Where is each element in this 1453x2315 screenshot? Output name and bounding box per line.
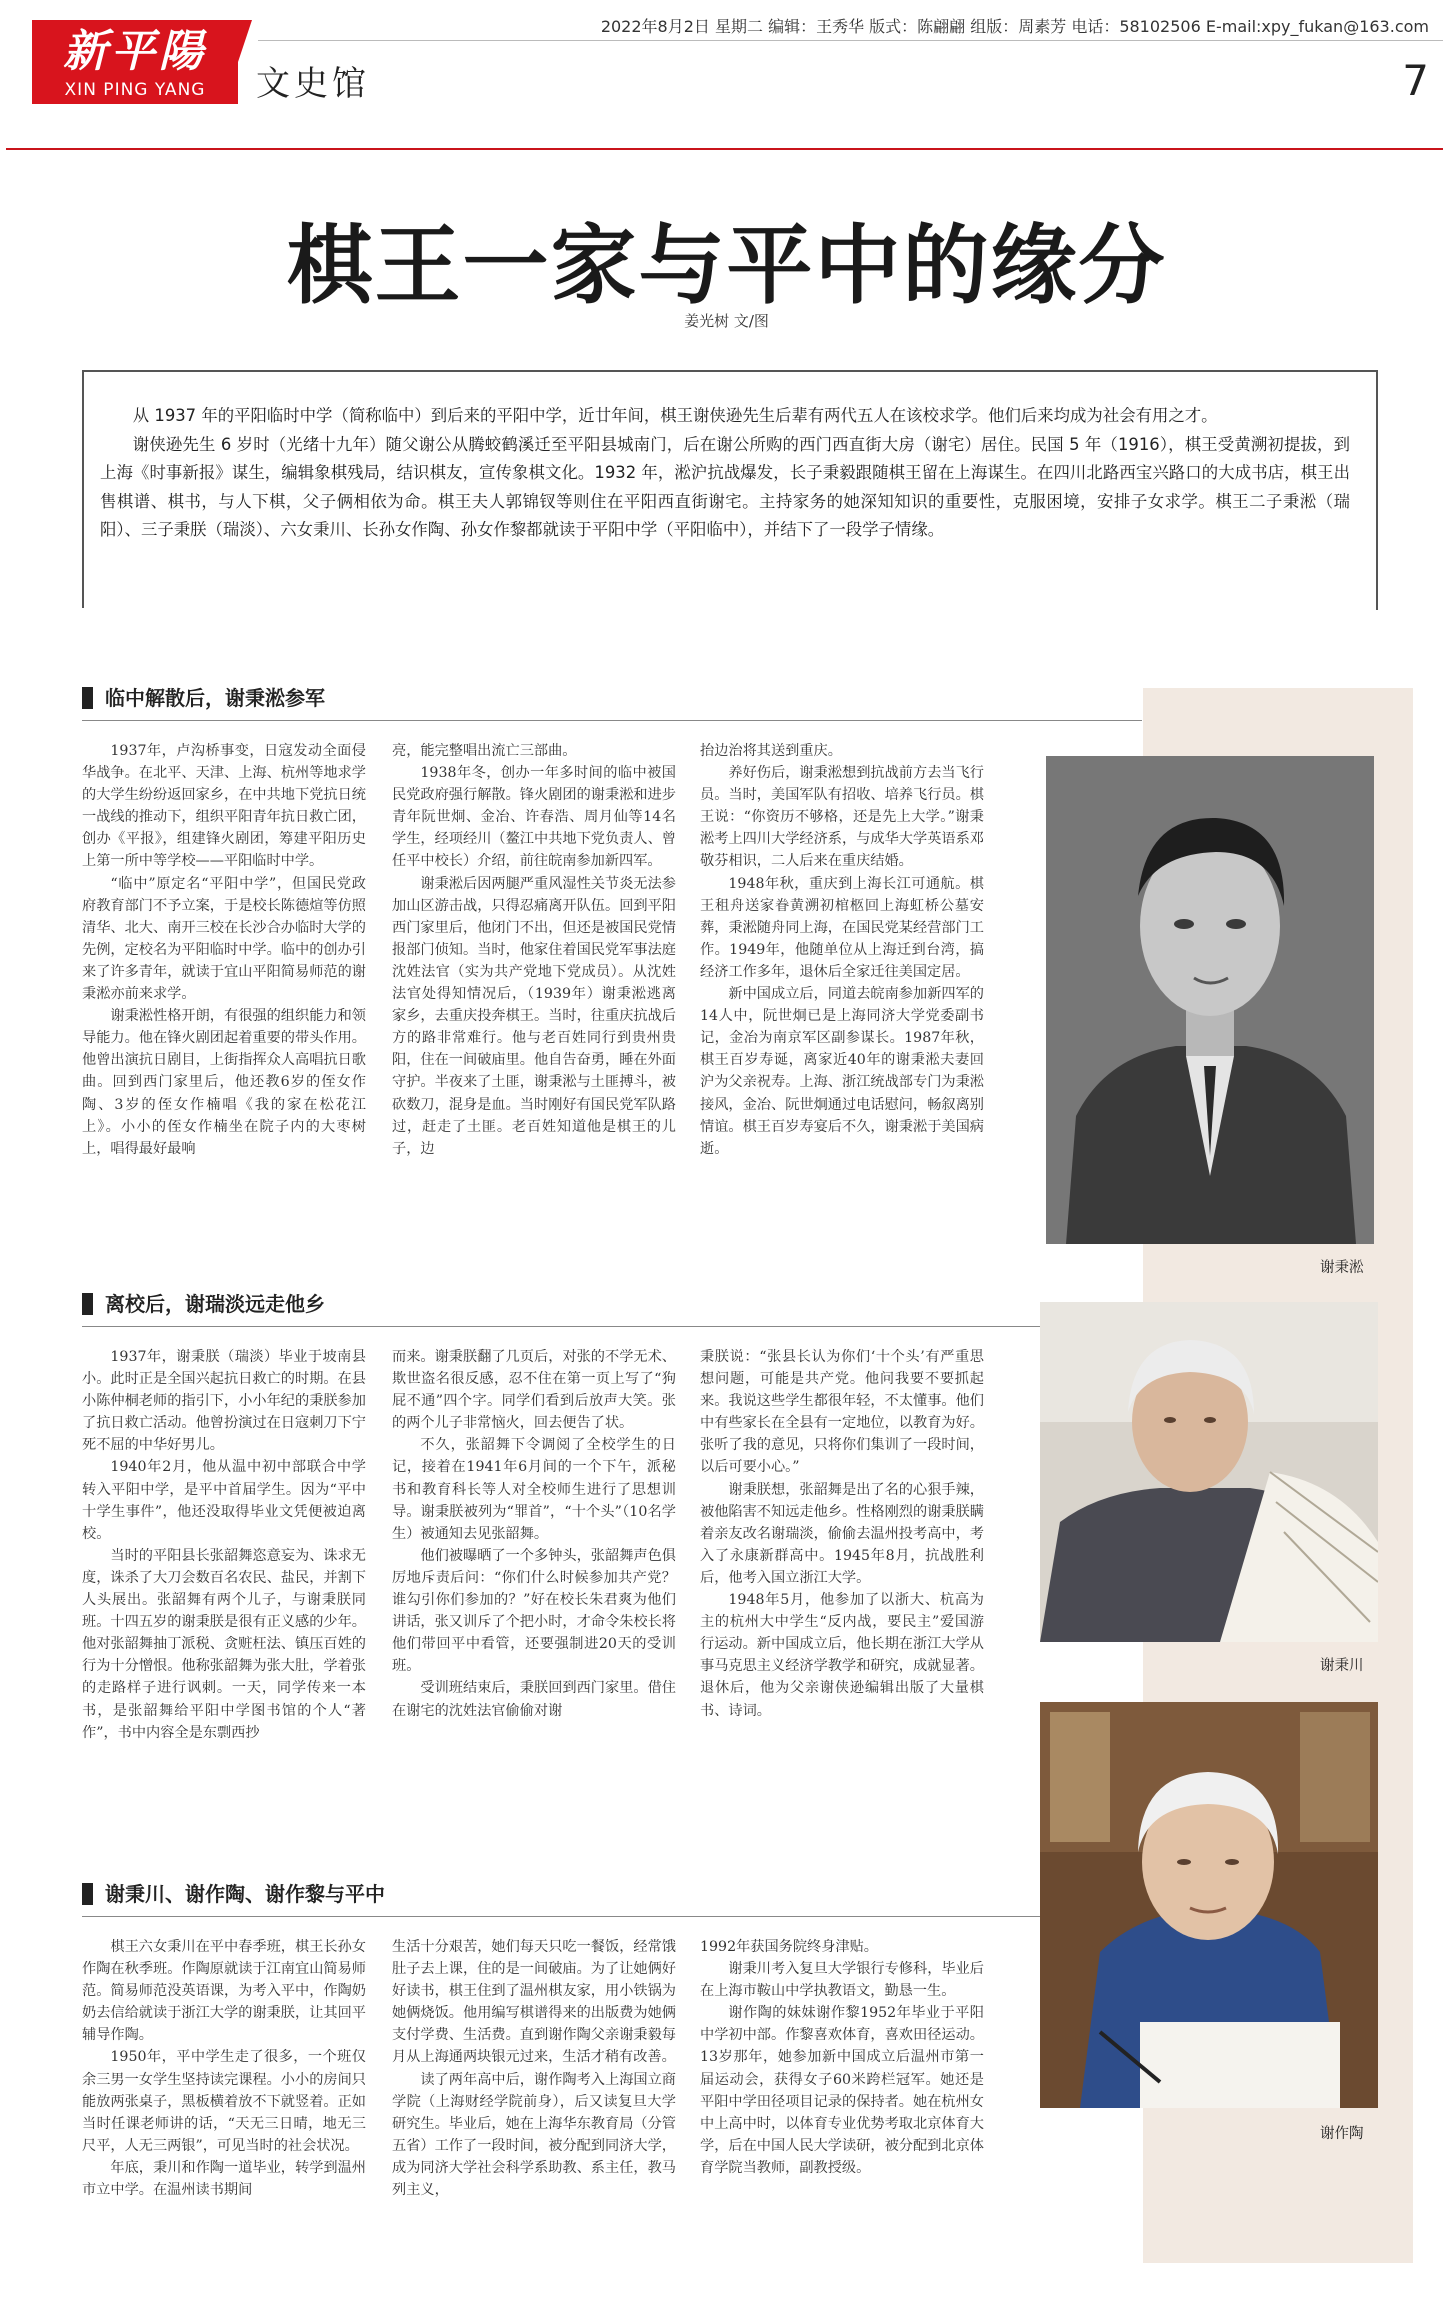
portrait-photo-xie-bingchuan (1040, 1302, 1378, 1642)
paragraph: 1937年，卢沟桥事变，日寇发动全面侵华战争。在北平、天津、上海、杭州等地求学的大学生纷纷返回家乡，在中共地下党抗日统一战线的推动下，组织平阳青年抗日救亡团，创办《平报》，组建锋火剧团，筹建平阳历史上第一所中等学校——平阳临时中学。 (82, 743, 366, 870)
portrait-photo-xie-bingsong (1046, 756, 1374, 1244)
section-heading (82, 1292, 325, 1316)
photo-caption: 谢秉淞 (1320, 1260, 1364, 1276)
section-heading-text: 谢秉川、谢作陶、谢作黎与平中 (105, 1882, 385, 1906)
article-column (392, 1346, 676, 1808)
article-column (700, 740, 984, 1245)
paragraph: 读了两年高中后，谢作陶考入上海国立商学院（上海财经学院前身），后又读复旦大学研究生。毕业后，她在上海华东教育局（分管五省）工作了一段时间，被分配到同济大学，成为同济大学社会科学系助教、系主任，教马列主义， (392, 2071, 676, 2199)
paragraph: 棋王六女秉川在平中春季班，棋王长孙女作陶在秋季班。作陶原就读于江南宜山简易师范。简易师范没英语课，为考入平中，作陶奶奶去信给就读于浙江大学的谢秉朕，让其回平辅导作陶。 (82, 1939, 366, 2044)
section-heading (82, 686, 325, 710)
paragraph: 谢秉川考入复旦大学银行专修科，毕业后在上海市鞍山中学执教语文，勤恳一生。 (700, 1961, 984, 2000)
paragraph: 新中国成立后，同道去皖南参加新四军的14人中，阮世炯已是上海同济大学党委副书记，金冶为南京军区副参谋长。1987年秋，棋王百岁寿诞，离家近40年的谢秉淞夫妻回沪为父亲祝寿。上海、浙江统战部专门为秉淞接风，金冶、阮世炯通过电话慰问，畅叙离别情谊。棋王百岁寿宴后不久，谢秉淞于美国病逝。 (700, 986, 984, 1157)
section-name: 文史馆 (256, 64, 370, 104)
section-heading-text: 临中解散后，谢秉淞参军 (105, 686, 325, 710)
header-info: 2022年8月2日 星期二 编辑：王秀华 版式：陈翩翩 组版：周素芳 电话：58102506 E-mail:xpy_fukan@163.com (600, 17, 1429, 36)
logo-main-text: 新平陽 (63, 26, 207, 77)
heading-square-icon (82, 687, 93, 709)
logo-sub-text: XIN PING YANG (64, 80, 206, 100)
paragraph: 1938年冬，创办一年多时间的临中被国民党政府强行解散。锋火剧团的谢秉淞和进步青年阮世炯、金冶、许春浩、周月仙等14名学生，经项经川（鳌江中共地下党负责人、曾任平中校长）介绍，前往皖南参加新四军。 (392, 765, 676, 870)
intro-paragraph: 谢侠逊先生 6 岁时（光绪十九年）随父谢公从腾蛟鹤溪迁至平阳县城南门，后在谢公所购的西门西直街大房（谢宅）居住。民国 5 年（1916），棋王受黄溯初提拔，到上海《时事新报》谋生，编辑象棋残局，结识棋友，宣传象棋文化。1932 年，淞沪抗战爆发，长子秉毅跟随棋王留在上海谋生。在四川北路西宝兴路口的大成书店，棋王出售棋谱、棋书，与人下棋，父子俩相依为命。棋王夫人郭锦钗等则住在平阳西直街谢宅。主持家务的她深知知识的重要性，克服困境，安排子女求学。棋王二子秉淞（瑞阳）、三子秉朕（瑞淡）、六女秉川、长孙女作陶、孙女作黎都就读于平阳中学（平阳临中），并结下了一段学子情缘。 (100, 434, 1350, 540)
article-column (700, 1346, 984, 1808)
paragraph: “临中”原定名“平阳中学”，但国民党政府教育部门不予立案，于是校长陈德煊等仿照清华、北大、南开三校在长沙合办临时大学的先例，定校名为平阳临时中学。临中的创办引来了许多青年，就读于宜山平阳简易师范的谢秉淞亦前来求学。 (82, 875, 366, 1003)
section-heading (82, 1882, 385, 1906)
paragraph: 养好伤后，谢秉淞想到抗战前方去当飞行员。当时，美国军队有招收、培养飞行员。棋王说：“你资历不够格，还是先上大学。”谢秉淞考上四川大学经济系，与成华大学英语系邓敬芬相识，二人后来在重庆结婚。 (700, 765, 984, 870)
article-column (392, 1936, 676, 2276)
heading-square-icon (82, 1293, 93, 1315)
paragraph: 抬边治将其送到重庆。 (700, 743, 842, 759)
paragraph: 谢作陶的妹妹谢作黎1952年毕业于平阳中学初中部。作黎喜欢体育，喜欢田径运动。13岁那年，她参加新中国成立后温州市第一届运动会，获得女子60米跨栏冠军。她还是平阳中学田径项目记录的保持者。她在杭州女中上高中时，以体育专业优势考取北京体育大学，后在中国人民大学读研，被分配到北京体育学院当教师，副教授级。 (700, 2005, 984, 2176)
paragraph: 1937年，谢秉朕（瑞淡）毕业于坡南县小。此时正是全国兴起抗日救亡的时期。在县小陈仲桐老师的指引下，小小年纪的秉朕参加了抗日救亡活动。他曾扮演过在日寇刺刀下宁死不屈的中华好男儿。 (82, 1349, 366, 1454)
portrait-photo-xie-zuotao (1040, 1702, 1378, 2108)
paragraph: 秉朕说：“张县长认为你们‘十个头’有严重思想问题，可能是共产党。他问我要不要抓起来。我说这些学生都很年轻，不太懂事。他们中有些家长在全县有一定地位，以教育为好。张听了我的意见，只将你们集训了一段时间，以后可要小心。” (700, 1349, 984, 1476)
article-column (82, 1936, 366, 2276)
paragraph: 亮，能完整唱出流亡三部曲。 (392, 743, 577, 759)
paragraph: 而来。谢秉朕翻了几页后，对张的不学无术、欺世盗名很反感，忍不住在第一页上写了“狗屁不通”四个字。同学们看到后放声大笑。张的两个儿子非常恼火，回去便告了状。 (392, 1349, 676, 1432)
article-title: 棋王一家与平中的缘分 (286, 215, 1167, 316)
section-rule (82, 720, 1142, 721)
paragraph: 1948年秋，重庆到上海长江可通航。棋王租舟送家眷黄溯初棺柩回上海虹桥公墓安葬，秉淞随舟同上海，在国民党某经营部门工作。1949年，他随单位从上海迁到台湾，搞经济工作多年，退休后全家迁往美国定居。 (700, 875, 984, 980)
article-column (700, 1936, 984, 2276)
paragraph: 1940年2月，他从温中初中部联合中学转入平阳中学，是平中首届学生。因为“平中十学生事件”，他还没取得毕业文凭便被迫离校。 (82, 1459, 366, 1542)
intro-paragraph: 从 1937 年的平阳临时中学（简称临中）到后来的平阳中学，近廿年间，棋王谢侠逊先生后辈有两代五人在该校求学。他们后来均成为社会有用之才。 (132, 406, 1218, 425)
paragraph: 谢秉淞性格开朗，有很强的组织能力和领导能力。他在锋火剧团起着重要的带头作用。他曾出演抗日剧目，上街指挥众人高唱抗日歌曲。回到西门家里后，他还教6岁的侄女作陶、3岁的侄女作楠唱《我的家在松花江上》。小小的侄女作楠坐在院子内的大枣树上，唱得最好最响 (82, 1008, 366, 1157)
paragraph: 受训班结束后，秉朕回到西门家里。借住在谢宅的沈姓法官偷偷对谢 (392, 1680, 676, 1719)
paragraph: 年底，秉川和作陶一道毕业，转学到温州市立中学。在温州读书期间 (82, 2159, 366, 2199)
heading-square-icon (82, 1883, 93, 1905)
section-rule (82, 1326, 1142, 1327)
article-byline: 姜光树 文/图 (684, 312, 769, 330)
page-number: 7 (1402, 56, 1429, 105)
paragraph: 1950年，平中学生走了很多，一个班仅余三男一女学生坚持读完课程。小小的房间只能放两张桌子，黑板横着放不下就竖着。正如当时任课老师讲的话，“天无三日晴，地无三尺平，人无三两银”，可见当时的社会状况。 (82, 2049, 366, 2154)
logo-tail-decoration (238, 20, 252, 62)
intro-box-corner (1376, 548, 1378, 610)
paragraph: 谢秉朕想，张韶舞是出了名的心狠手辣，被他陷害不知远走他乡。性格刚烈的谢秉朕瞒着亲友改名谢瑞淡，偷偷去温州投考高中，考入了永康新群高中。1945年8月，抗战胜利后，他考入国立浙江大学。 (700, 1481, 984, 1586)
paragraph: 他们被曝晒了一个多钟头，张韶舞声色俱厉地斥责后问：“你们什么时候参加共产党？谁勾引你们参加的？”好在校长朱君爽为他们讲话，张又训斥了个把小时，才命令朱校长将他们带回平中看管，还要强制进20天的受训班。 (392, 1547, 676, 1675)
paragraph: 1948年5月，他参加了以浙大、杭高为主的杭州大中学生“反内战，要民主”爱国游行运动。新中国成立后，他长期在浙江大学从事马克思主义经济学教学和研究，成就显著。退休后，他为父亲谢侠逊编辑出版了大量棋书、诗词。 (700, 1592, 984, 1719)
photo-caption: 谢作陶 (1320, 2126, 1364, 2142)
article-column (82, 1346, 366, 1808)
section-heading-text: 离校后，谢瑞淡远走他乡 (105, 1292, 325, 1316)
intro-box (82, 370, 1378, 608)
article-column (392, 740, 676, 1245)
paragraph: 当时的平阳县长张韶舞恣意妄为、诛求无度，诛杀了大刀会数百名农民、盐民，并割下人头展出。张韶舞有两个儿子，与谢秉朕同班。十四五岁的谢秉朕是很有正义感的少年。他对张韶舞抽丁派税、贪赃枉法、镇压百姓的行为十分憎恨。他称张韶舞为张大肚，学着张的走路样子进行讽刺。一天，同学传来一本书，是张韶舞给平阳中学图书馆的个人“著作”，书中内容全是东剽西抄 (82, 1547, 366, 1741)
paragraph: 1992年获国务院终身津贴。 (700, 1939, 878, 1955)
newspaper-logo (32, 20, 238, 104)
photo-caption: 谢秉川 (1320, 1658, 1364, 1674)
intro-text (100, 402, 1350, 545)
paragraph: 不久，张韶舞下令调阅了全校学生的日记，接着在1941年6月间的一个下午，派秘书和教育科长等人对全校师生进行了思想训导。谢秉朕被列为“罪首”，“十个头”（10名学生）被通知去见张韶舞。 (392, 1437, 676, 1542)
section-rule (82, 1916, 1142, 1917)
header-thin-rule (258, 40, 1443, 41)
paragraph: 生活十分艰苦，她们每天只吃一餐饭，经常饿肚子去上课，住的是一间破庙。为了让她俩好好读书，棋王住到了温州棋友家，用小铁锅为她俩烧饭。他用编写棋谱得来的出版费为她俩支付学费、生活费。直到谢作陶父亲谢秉毅每月从上海通两块银元过来，生活才稍有改善。 (392, 1939, 676, 2066)
article-column (82, 740, 366, 1245)
paragraph: 谢秉淞后因两腿严重风湿性关节炎无法参加山区游击战，只得忍痛离开队伍。回到平阳西门家里后，他闭门不出，但还是被国民党情报部门侦知。当时，他家住着国民党军事法庭沈姓法官（实为共产党地下党成员）。从沈姓法官处得知情况后，（1939年）谢秉淞逃离家乡，去重庆投奔棋王。当时，往重庆抗战后方的路非常难行。他与老百姓同行到贵州贵阳，住在一间破庙里。他自告奋勇，睡在外面守护。半夜来了土匪，谢秉淞与土匪搏斗，被砍数刀，混身是血。当时刚好有国民党军队路过，赶走了土匪。老百姓知道他是棋王的儿子，边 (392, 875, 676, 1157)
masthead-red-rule (6, 148, 1443, 150)
